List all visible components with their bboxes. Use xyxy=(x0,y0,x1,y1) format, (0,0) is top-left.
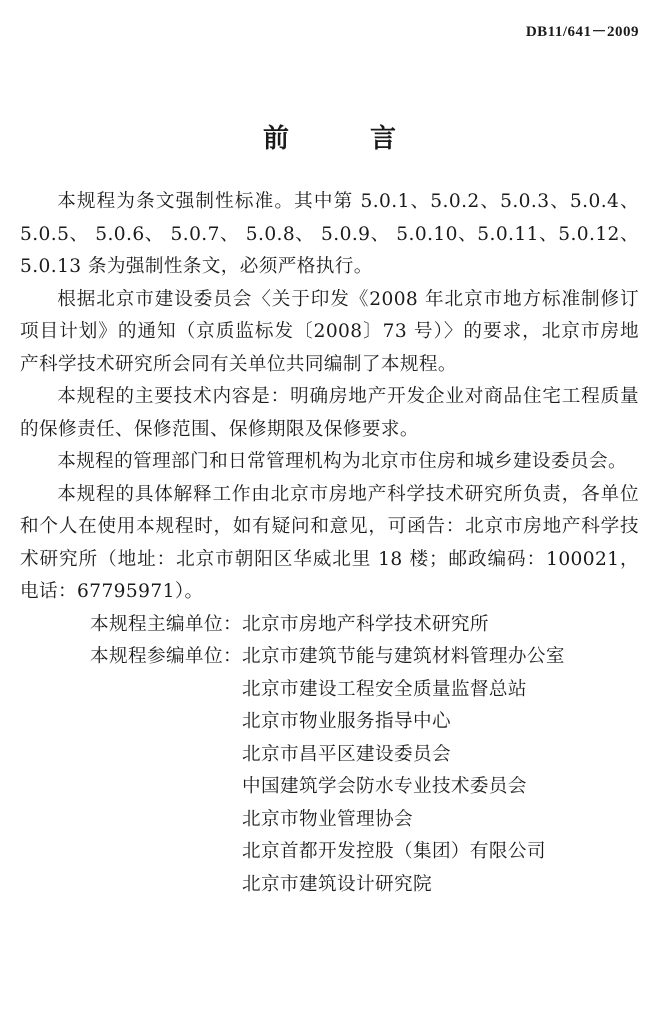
paragraph-management: 本规程的管理部门和日常管理机构为北京市住房和城乡建设委员会。 xyxy=(57,451,628,472)
chief-editor-value: 北京市房地产科学技术研究所 xyxy=(242,613,489,635)
participant-item: 北京市建筑节能与建筑材料管理办公室 xyxy=(242,646,565,667)
participant-item: 北京首都开发控股（集团）有限公司 xyxy=(242,841,546,862)
participant-item: 北京市物业管理协会 xyxy=(242,808,413,830)
paragraph-background: 根据北京市建设委员会〈关于印发《2008 年北京市地方标准制修订项目计划》的通知（京质监标发〔2008〕73 号）〉的要求，北京市房地产科学技术研究所会同有关单位共同编制了本规程。 xyxy=(20,288,639,375)
paragraph-mandatory-clauses: 本规程为条文强制性标准。其中第 5.0.1、5.0.2、5.0.3、5.0.4、 5.0.5、 5.0.6、 5.0.7、 5.0.8、 5.0.9、 5.0.10、5.0.11、5.0.12、5.0.13 条为强制性条文，必须严格执行。 xyxy=(20,191,639,277)
participant-item: 北京市昌平区建设委员会 xyxy=(242,743,451,765)
standard-code: DB11/641－2009 xyxy=(525,24,639,40)
participant-item: 北京市建筑设计研究院 xyxy=(242,873,432,895)
participant-item: 北京市建设工程安全质量监督总站 xyxy=(242,678,527,700)
paragraph-interpretation: 本规程的具体解释工作由北京市房地产科学技术研究所负责，各单位和个人在使用本规程时，如有疑问和意见，可函告：北京市房地产科学技术研究所（地址：北京市朝阳区华威北里 18 楼；邮政编码：100021，电话：67795971）。 xyxy=(20,483,639,602)
preface-body xyxy=(20,186,639,901)
participant-item: 中国建筑学会防水专业技术委员会 xyxy=(242,776,527,797)
participant-item: 北京市物业服务指导中心 xyxy=(242,711,451,732)
paragraph-main-content: 本规程的主要技术内容是：明确房地产开发企业对商品住宅工程质量的保修责任、保修范围、保修期限及保修要求。 xyxy=(20,386,639,440)
page-title: 前 言 xyxy=(262,124,433,154)
chief-editor-row xyxy=(20,609,639,642)
participants-label: 本规程参编单位： xyxy=(90,646,242,667)
participants-row xyxy=(20,641,639,674)
chief-editor-label: 本规程主编单位： xyxy=(90,613,242,635)
